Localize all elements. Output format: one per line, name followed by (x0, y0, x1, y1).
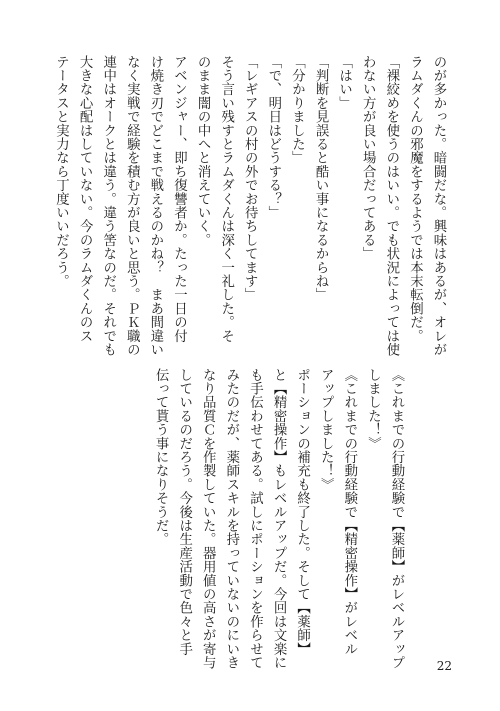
text-line: アベンジャー、即ち復讐者か。たった一日の付 (171, 55, 187, 343)
text-line: 伝って貰う事になりそうだ。 (153, 368, 169, 547)
text-line: 「はい」 (336, 55, 352, 110)
text-line: わない方が良い場合だってある」 (360, 55, 376, 261)
text-line: 連中はオークとは違う。違う筈なのだ。それでも (100, 55, 116, 357)
text-line: テータスと実力なら丁度いいだろう。 (53, 55, 69, 288)
text-line: みたのだが、薬師スキルを持っていないのにいき (223, 368, 239, 670)
text-line: なく実戦で経験を積む方が良いと思う。ＰＫ職の (124, 55, 140, 357)
main-text-upper (50, 55, 450, 357)
text-line: 「裸絞めを使うのはいい。でも状況によっては使 (383, 55, 399, 357)
page-number: 22 (436, 659, 452, 673)
text-line: そう言い残すとラムダくんは深く一礼した。そ (218, 55, 234, 343)
text-line: しているのだろう。今後は生産活動で色々と手 (176, 368, 192, 656)
text-line: も手伝わせてある。試しにポーションを作らせて (247, 368, 263, 670)
text-line: 「判断を見誤ると酷い事になるからね」 (313, 55, 329, 302)
text-line: ラムダくんの邪魔をするようでは本末転倒だ。 (407, 55, 423, 343)
text-line: 大きな心配はしていない。今のラムダくんのス (77, 55, 93, 343)
text-line: ポーションの補充も終了した。そして【薬師】 (294, 368, 310, 656)
text-line: 《これまでの行動経験で【薬師】がレベルアップ (389, 368, 404, 670)
text-line: のまま闇の中へと消えていく。 (195, 55, 211, 247)
text-line: 「分かりました」 (289, 55, 305, 165)
text-line: け焼き刃でどこまで戦えるのかね？ まあ間違い (147, 55, 163, 357)
text-line: なり品質Ｃを作製していた。器用値の高さが寄与 (200, 368, 216, 670)
text-line: しました！》 (365, 368, 381, 451)
text-line: 《これまでの行動経験で【精密操作】がレベル (341, 368, 357, 656)
text-line: 「レギアスの村の外でお待ちしてます」 (242, 55, 258, 302)
text-line: のが多かった。暗闘だな。興味はあるが、オレが (431, 55, 446, 357)
text-line: 「で、明日はどうする？」 (265, 55, 281, 220)
text-line: アップしました！》 (318, 368, 334, 492)
main-text-lower (88, 368, 408, 670)
text-line: と【精密操作】もレベルアップだ。今回は文楽に (271, 368, 287, 670)
